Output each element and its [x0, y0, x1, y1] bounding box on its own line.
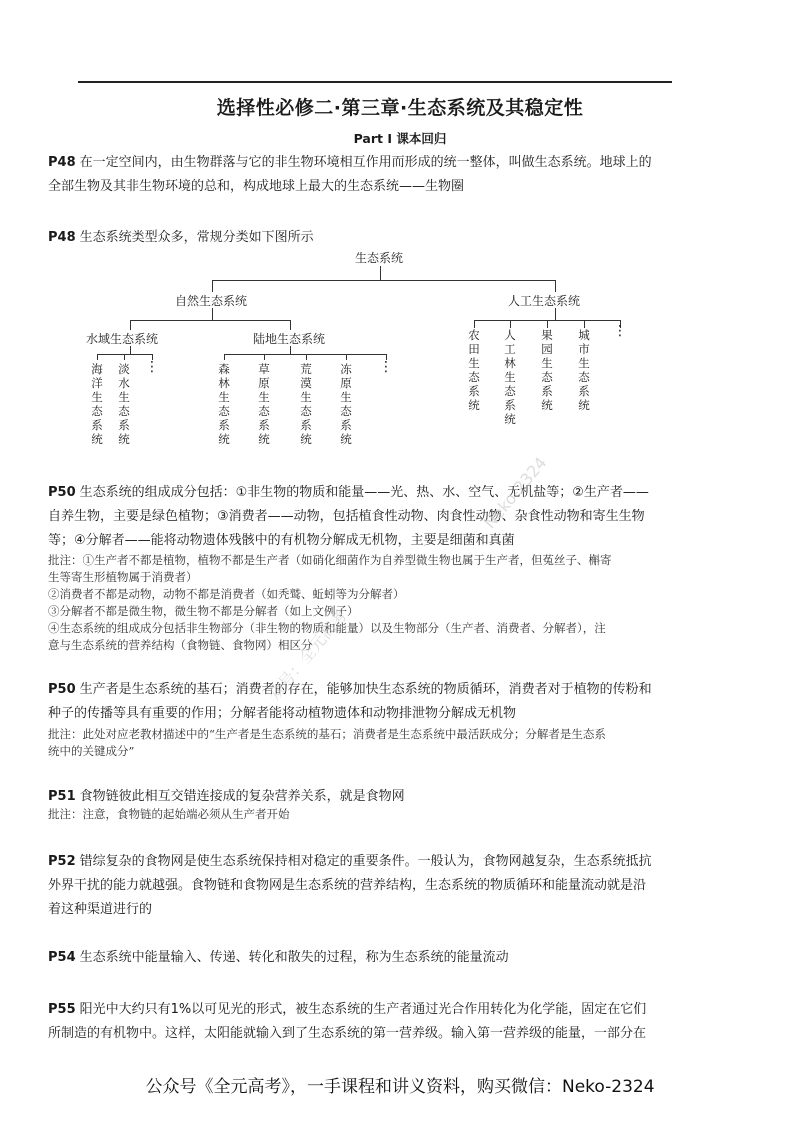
- line-text: 食物链彼此相互交错连接成的复杂营养关系，就是食物网: [79, 789, 405, 804]
- section-line: [48, 151, 708, 175]
- section-p50-roles: [48, 678, 708, 726]
- annotation-p51: [48, 806, 698, 823]
- watermark-text: 众号：全元高考: [264, 606, 351, 705]
- line-text: 着这种渠道进行的: [48, 902, 153, 917]
- tree-root: 生态系统: [355, 251, 404, 265]
- line-text: 种子的传播等具有重要的作用；分解者能将动植物遗体和动物排泄物分解成无机物: [48, 706, 517, 721]
- tree-artificial: 人工生态系统: [508, 294, 581, 308]
- section-line: [48, 946, 708, 970]
- tree-natural: 自然生态系统: [175, 294, 248, 308]
- tree-leaf-ocean: 海洋生态系统: [91, 362, 103, 446]
- section-line: [48, 678, 708, 702]
- page-ref: P48: [48, 230, 76, 245]
- line-text: 在一定空间内，由生物群落与它的非生物环境相互作用而形成的统一整体，叫做生态系统。地球上的: [79, 155, 652, 170]
- section-p48-definition: [48, 151, 708, 199]
- line-text: 全部生物及其非生物环境的总和，构成地球上最大的生态系统——生物圈: [48, 179, 465, 194]
- page-ref: P48: [48, 155, 76, 170]
- tree-water: 水域生态系统: [86, 332, 159, 346]
- line-text: 错综复杂的食物网是使生态系统保持相对稳定的重要条件。一般认为，食物网越复杂，生态系统抵抗: [79, 854, 652, 869]
- page-ref: P50: [48, 682, 76, 697]
- annotation-line: 批注：此处对应老教材描述中的“生产者是生态系统的基石；消费者是生态系统中最活跃成分；分解者是生态系: [48, 727, 606, 741]
- header-rule: [78, 81, 672, 83]
- annotation-p50a: [48, 552, 698, 654]
- ecosystem-classification-tree: [0, 242, 800, 452]
- section-p54: [48, 946, 708, 970]
- tree-leaf-tundra: 冻原生态系统: [340, 362, 352, 446]
- tree-ellipsis: ⋮: [613, 323, 627, 339]
- page-title: 选择性必修二·第三章·生态系统及其稳定性: [216, 97, 584, 119]
- line-text: 生态系统类型众多，常规分类如下图所示: [79, 230, 314, 245]
- section-p52: [48, 850, 708, 922]
- section-p55: [48, 998, 708, 1046]
- line-text: 等；④分解者——能将动物遗体残骸中的有机物分解成无机物，主要是细菌和真菌: [48, 533, 515, 548]
- line-text: 生态系统的组成成分包括：①非生物的物质和能量——光、热、水、空气、无机盐等；②生产者——: [79, 485, 649, 500]
- section-line: [48, 998, 708, 1022]
- tree-ellipsis: ⋮: [145, 359, 159, 375]
- line-text: 自养生物，主要是绿色植物；③消费者——动物，包括植食性动物、肉食性动物、杂食性动物和寄生生物: [48, 509, 645, 524]
- page-ref: P55: [48, 1002, 76, 1017]
- tree-ellipsis: ⋮: [379, 359, 393, 375]
- annotation-line: 意与生态系统的营养结构（食物链、食物网）相区分: [48, 638, 313, 652]
- line-text: 所制造的有机物中。这样，太阳能就输入到了生态系统的第一营养级。输入第一营养级的能量，一部分在: [48, 1026, 647, 1041]
- line-text: 阳光中大约只有1%以可见光的形式，被生态系统的生产者通过光合作用转化为化学能，固定在它们: [79, 1002, 647, 1017]
- page-ref: P54: [48, 950, 76, 965]
- footer-promo: 公众号《全元高考》，一手课程和讲义资料，购买微信：Neko-2324: [145, 1077, 655, 1097]
- tree-leaf-plantation: 人工林生态系统: [504, 328, 516, 426]
- tree-leaf-forest: 森林生态系统: [218, 362, 230, 446]
- annotation-line: ④生态系统的组成成分包括非生物部分（非生物的物质和能量）以及生物部分（生产者、消费者、分解者），注: [48, 621, 606, 635]
- section-p50-components: [48, 481, 708, 553]
- section-line: [48, 481, 708, 505]
- annotation-line: 统中的关键成分”: [48, 744, 135, 758]
- tree-leaf-city: 城市生态系统: [578, 328, 590, 412]
- page-ref: P51: [48, 789, 76, 804]
- annotation-line: ③分解者不都是微生物，微生物不都是分解者（如上文例子）: [48, 604, 359, 618]
- annotation-line: 生等寄生形植物属于消费者）: [48, 570, 198, 584]
- tree-leaf-grassland: 草原生态系统: [258, 362, 270, 446]
- line-text: 生态系统中能量输入、传递、转化和散失的过程，称为生态系统的能量流动: [79, 950, 509, 965]
- tree-leaf-freshwater: 淡水生态系统: [118, 362, 130, 446]
- tree-leaf-desert: 荒漠生态系统: [300, 362, 312, 446]
- tree-leaf-farmland: 农田生态系统: [468, 328, 480, 412]
- line-text: 外界干扰的能力就越强。食物链和食物网是生态系统的营养结构，生态系统的物质循环和能量流动就是沿: [48, 878, 647, 893]
- annotation-line: 批注：①生产者不都是植物，植物不都是生产者（如硝化细菌作为自养型微生物也属于生产者，但菟丝子、槲寄: [48, 553, 612, 567]
- page-subtitle: Part I 课本回归: [353, 131, 447, 146]
- tree-land: 陆地生态系统: [253, 332, 326, 346]
- line-text: 生产者是生态系统的基石；消费者的存在，能够加快生态系统的物质循环，消费者对于植物的传粉和: [79, 682, 652, 697]
- annotation-line: 批注：注意，食物链的起始端必须从生产者开始: [48, 807, 290, 821]
- annotation-p50b: [48, 726, 698, 760]
- watermark-text: Neko-2324: [480, 453, 551, 533]
- section-line: [48, 850, 708, 874]
- tree-leaf-orchard: 果园生态系统: [541, 328, 553, 412]
- page-ref: P50: [48, 485, 76, 500]
- annotation-line: ②消费者不都是动物，动物不都是消费者（如秃鹫、蚯蚓等为分解者）: [48, 587, 405, 601]
- page-ref: P52: [48, 854, 76, 869]
